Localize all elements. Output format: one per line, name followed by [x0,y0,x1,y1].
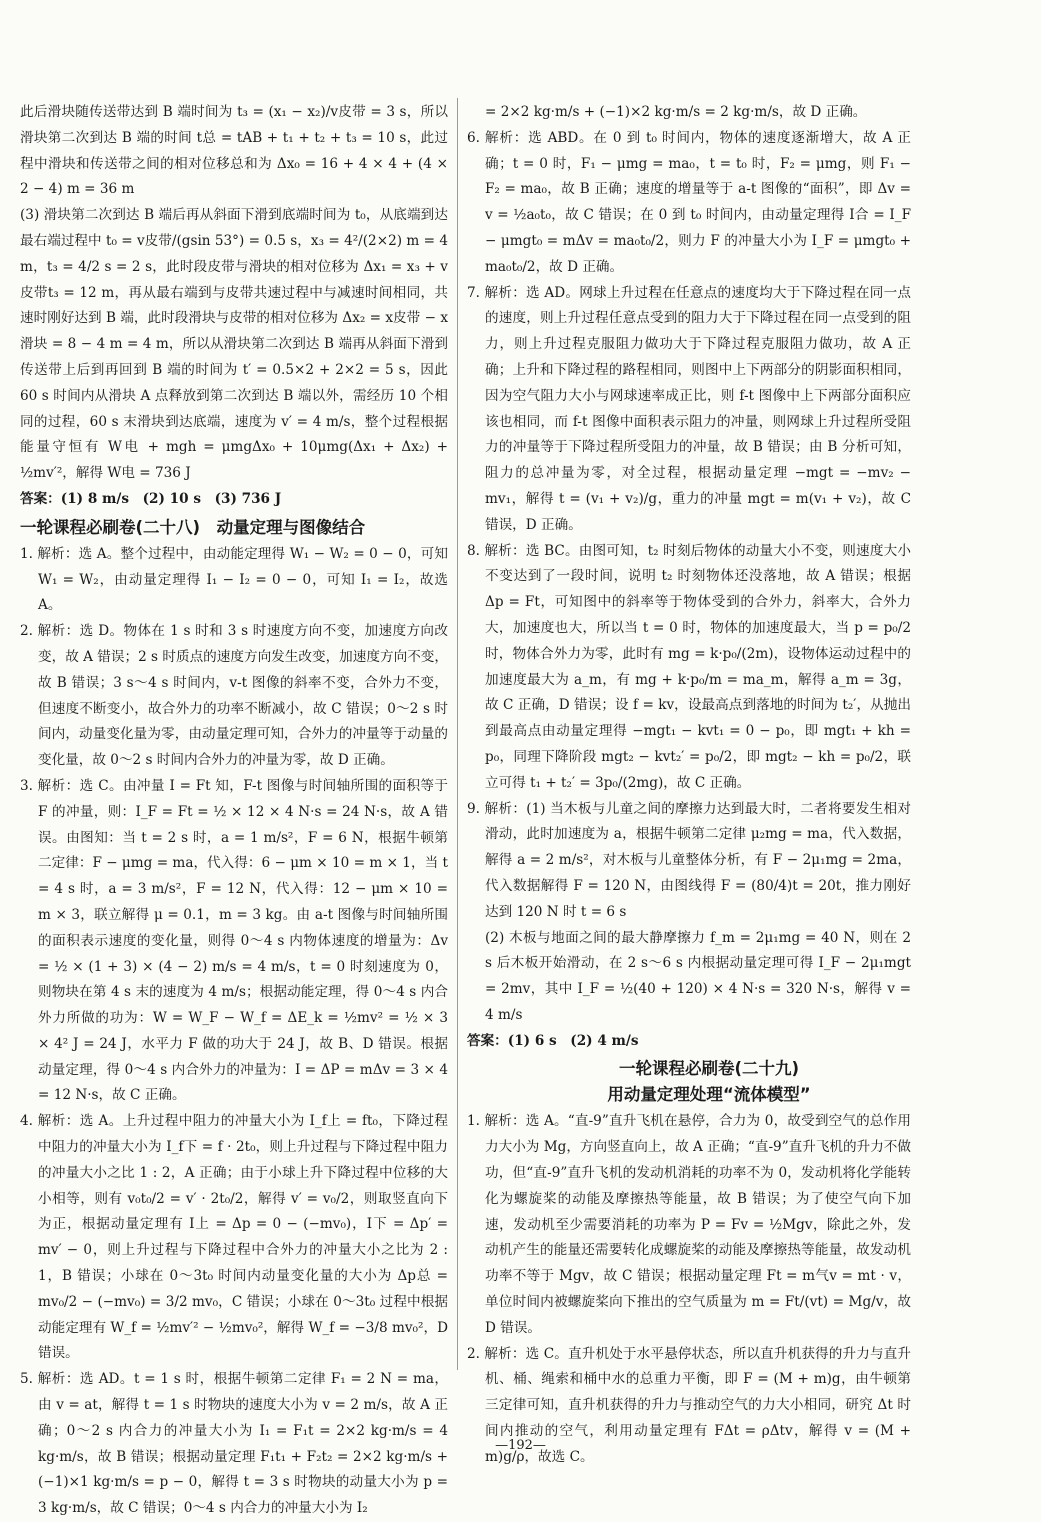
answer-line-27: 答案：(1) 8 m/s (2) 10 s (3) 736 J [20,490,282,507]
solution-item-28-9: 9. 解析：(1) 当木板与儿童之间的摩擦力达到最大时，二者将要发生相对滑动，此时加速度为 a，根据牛顿第二定律 μ₂mg = ma，代入数据，解得 a = 2 m/s²，对木板与儿童整体分析，有 F − 2μ₁mg = 2ma，代入数据解得 F = 120 N，由图线得 F = (80/4)t = 20t，推力刚好达到 120 N 时 t = 6 s [467,800,911,920]
solution-item-28-1: 1. 解析：选 A。整个过程中，由动能定理得 W₁ − W₂ = 0 − 0，可知 W₁ = W₂，由动量定理得 I₁ − I₂ = 0 − 0，可知 I₁ = I₂，故选 A。 [20,545,448,614]
solution-item-28-7: 7. 解析：选 AD。网球上升过程在任意点的速度均大于下降过程在同一点的速度，则上升过程任意点受到的阻力大于下降过程在同一点受到的阻力，则上升过程克服阻力做功大于下降过程克服阻力做功，故 A 正确；上升和下降过程的路程相同，则图中上下两部分的阴影面积相同，因为空气阻力大小与网球速率成正比，则 f-t 图像中上下两部分面积应该也相同，而 f-t 图像中面积表示阻力的冲量，则网球上升过程所受阻力的冲量等于下降过程所受阻力的冲量，故 B 错误；由 B 分析可知，阻力的总冲量为零，对全过程，根据动量定理 −mgt = −mv₂ − mv₁，解得 t = (v₁ + v₂)/g，重力的冲量 mgt = m(v₁ + v₂)，故 C 错误，D 正确。 [467,284,911,533]
solution-item-28-5-cont: = 2×2 kg·m/s + (−1)×2 kg·m/s = 2 kg·m/s，故 D 正确。 [485,104,867,120]
solution-item-28-9-part-2: (2) 木板与地面之间的最大静摩擦力 f_m = 2μ₁mg = 40 N，则在 2 s 后木板开始滑动，在 2 s～6 s 内根据动量定理可得 I_F − 2μ₁mgt = 2mv，其中 I_F = ½(40 + 120) × 4 N·s = 320 N·s，解得 v = 4 m/s [485,929,911,1023]
left-paragraph-1: 此后滑块随传送带达到 B 端时间为 t₃ = (x₁ − x₂)/v皮带 = 3 s，所以滑块第二次到达 B 端的时间 t总 = tAB + t₁ + t₂ + t₃ = 10 s，此过程中滑块和传送带之间的相对位移总和为 Δx₀ = 16 + 4 × 4 + (4 × 2 − 4) m = 36 m [20,104,448,198]
section-title-28: 一轮课程必刷卷(二十八) 动量定理与图像结合 [20,517,366,537]
solution-item-29-2: 2. 解析：选 C。直升机处于水平悬停状态，所以直升机获得的升力与直升机、桶、绳索和桶中水的总重力平衡，即 F = (M + m)g，由牛顿第三定律可知，直升机获得的升力与推动空气的力大小相同，研究 Δt 时间内推动的空气，利用动量定理有 FΔt = ρΔtv，解得 v = (M + m)g/ρ，故选 C。 [467,1345,911,1465]
solution-item-28-2: 2. 解析：选 D。物体在 1 s 时和 3 s 时速度方向不变，加速度方向改变，故 A 错误；2 s 时质点的速度方向发生改变，加速度方向不变，故 B 错误；3 s～4 s 时间内，v-t 图像的斜率不变，合外力不变，但速度不断变小，故合外力的功率不断减小，故 C 错误；0～2 s 时间内，动量变化量为零，由动量定理可知，合外力的冲量等于动量的变化量，故 0～2 s 时间内合外力的冲量为零，故 D 正确。 [20,623,448,769]
page-number: —192— [495,1438,546,1453]
right-column [467,100,911,1471]
left-paragraph-2: (3) 滑块第二次到达 B 端后再从斜面下滑到底端时间为 t₀，从底端到达最右端过程中 t₀ = v皮带/(gsin 53°) = 0.5 s，x₃ = 4²/(2×2) m = 4 m，t₃ = 4/2 s = 2 s，此时段皮带与滑块的相对位移为 Δx₁ = x₃ + v皮带t₃ = 12 m，再从最右端到与皮带共速过程中与减速时间相同，共速时刚好达到 B 端，此时段滑块与皮带的相对位移为 Δx₂ = x皮带 − x滑块 = 8 − 4 m = 4 m，所以从滑块第二次到达 B 端再从斜面下滑到传送带上后到再回到 B 端的时间为 t′ = 0.5×2 + 2×2 = 5 s，因此 60 s 时间内从滑块 A 点释放到第二次到达 B 端以外，需经历 10 个相同的过程，60 s 末滑块到达底端，速度为 v′ = 4 m/s，整个过程根据能量守恒有 W电 + mgh = μmgΔx₀ + 10μmg(Δx₁ + Δx₂) + ½mv′²，解得 W电 = 736 J [20,207,448,482]
section-title-29-line-1: 一轮课程必刷卷(二十九) [618,1059,800,1079]
solution-item-29-1: 1. 解析：选 A。“直-9”直升飞机在悬停，合力为 0，故受到空气的总作用力大小为 Mg，方向竖直向上，故 A 正确；“直-9”直升飞机的升力不做功，但“直-9”直升飞机的发动机消耗的功率不为 0，发动机将化学能转化为螺旋桨的动能及摩擦热等能量，故 B 错误；为了使空气向下加速，发动机至少需要消耗的功率为 P = Fv = ½Mgv，除此之外，发动机产生的能量还需要转化成螺旋桨的动能及摩擦热等能量，故发动机功率不等于 Mgv，故 C 错误；根据动量定理 Ft = m气v = mt · v，单位时间内被螺旋桨向下推出的空气质量为 m = Ft/(vt) = Mg/v，故 D 错误。 [467,1113,911,1336]
answer-line-28: 答案：(1) 6 s (2) 4 m/s [467,1032,639,1049]
section-title-29-line-2: 用动量定理处理“流体模型” [607,1085,811,1105]
solution-item-28-5: 5. 解析：选 AD。t = 1 s 时，根据牛顿第二定律 F₁ = 2 N = ma，由 v = at，解得 t = 1 s 时物块的速度大小为 v = 2 m/s，故 A 正确；0～2 s 内合力的冲量大小为 I₁ = F₁t = 2×2 kg·m/s = 4 kg·m/s，故 B 错误；根据动量定理 F₁t₁ + F₂t₂ = 2×2 kg·m/s + (−1)×1 kg·m/s = p − 0，解得 t = 3 s 时物块的动量大小为 p = 3 kg·m/s，故 C 错误；0～4 s 内合力的冲量大小为 I₂ [20,1371,448,1517]
column-divider [457,98,458,1370]
solution-item-28-3: 3. 解析：选 C。由冲量 I = Ft 知，F-t 图像与时间轴所围的面积等于 F 的冲量，则：I_F = Ft = ½ × 12 × 4 N·s = 24 N·s，故 A 错误。由图知：当 t = 2 s 时，a = 1 m/s²，F = 6 N，根据牛顿第二定律：F − μmg = ma，代入得：6 − μm × 10 = m × 1，当 t = 4 s 时，a = 3 m/s²，F = 12 N，代入得：12 − μm × 10 = m × 3，联立解得 μ = 0.1，m = 3 kg。由 a-t 图像与时间轴所围的面积表示速度的变化量，则得 0～4 s 内物体速度的增量为：Δv = ½ × (1 + 3) × (4 − 2) m/s = 4 m/s，t = 0 时刻速度为 0，则物块在第 4 s 末的速度为 4 m/s；根据动能定理，得 0～4 s 内合外力所做的功为：W = W_F − W_f = ΔE_k = ½mv² = ½ × 3 × 4² J = 24 J，水平力 F 做的功大于 24 J，故 B、D 错误。根据动量定理，得 0～4 s 内合外力的冲量为：I = ΔP = mΔv = 3 × 4 = 12 N·s，故 C 正确。 [20,777,448,1104]
solution-item-28-8: 8. 解析：选 BC。由图可知，t₂ 时刻后物体的动量大小不变，则速度大小不变达到了一段时间，说明 t₂ 时刻物体还没落地，故 A 错误；根据 Δp = Ft，可知图中的斜率等于物体受到的合外力，斜率大，合外力大，加速度也大，所以当 t = 0 时，物体的加速度最大，当 p = p₀/2 时，物体合外力为零，此时有 mg = k·p₀/(2m)，设物体运动过程中的加速度最大为 a_m，有 mg + k·p₀/m = ma_m，解得 a_m = 3g，故 C 正确，D 错误；设 f = kv，设最高点到落地的时间为 t₂′，从抛出到最高点由动量定理得 −mgt₁ − kvt₁ = 0 − p₀，即 mgt₁ + kh = p₀，同理下降阶段 mgt₂ − kvt₂′ = p₀/2，即 mgt₂ − kh = p₀/2，联立可得 t₁ + t₂′ = 3p₀/(2mg)，故 C 正确。 [467,542,911,791]
left-column [20,100,448,1522]
solution-item-28-4: 4. 解析：选 A。上升过程中阻力的冲量大小为 I_f上 = ft₀，下降过程中阻力的冲量大小为 I_f下 = f · 2t₀，则上升过程与下降过程中阻力的冲量大小之比 1 : 2，A 正确；由于小球上升下降过程中位移的大小相等，则有 v₀t₀/2 = v′ · 2t₀/2，解得 v′ = v₀/2，则取竖直向下为正，根据动量定理有 I上 = Δp = 0 − (−mv₀)，I下 = Δp′ = mv′ − 0，则上升过程与下降过程中合外力的冲量大小之比为 2 : 1，B 错误；小球在 0～3t₀ 时间内动量变化量的大小为 Δp总 = mv₀/2 − (−mv₀) = 3/2 mv₀，C 错误；小球在 0～3t₀ 过程中根据动能定理有 W_f = ½mv′² − ½mv₀²，解得 W_f = −3/8 mv₀²，D 错误。 [20,1113,448,1362]
solution-item-28-6: 6. 解析：选 ABD。在 0 到 t₀ 时间内，物体的速度逐渐增大，故 A 正确；t = 0 时，F₁ − μmg = ma₀，t = t₀ 时，F₂ = μmg，则 F₁ − F₂ = ma₀，故 B 正确；速度的增量等于 a-t 图像的“面积”，即 Δv = v = ½a₀t₀，故 C 错误；在 0 到 t₀ 时间内，由动量定理得 I合 = I_F − μmgt₀ = mΔv = ma₀t₀/2，则力 F 的冲量大小为 I_F = μmgt₀ + ma₀t₀/2，故 D 正确。 [467,129,911,275]
